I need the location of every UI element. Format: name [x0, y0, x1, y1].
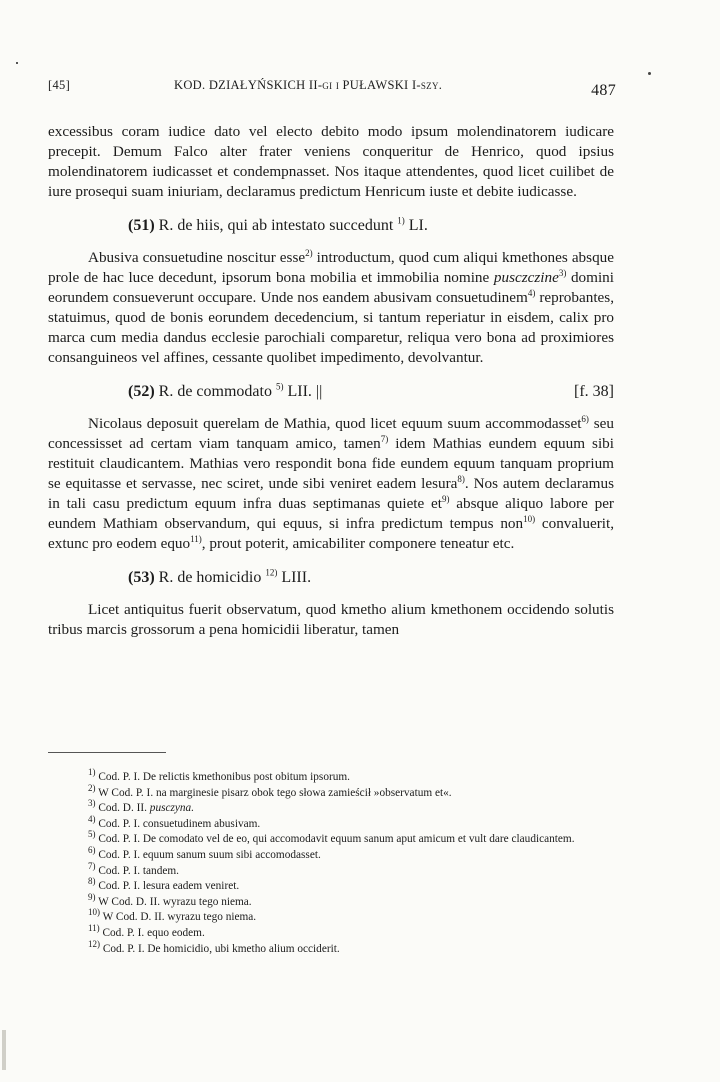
- footnote: [48, 829, 606, 848]
- footnote-ref: 3): [558, 267, 567, 278]
- footnote-ref: 12): [265, 567, 278, 578]
- footnote-mark: 1): [88, 767, 96, 778]
- footnote: [48, 907, 606, 926]
- footnote: [48, 767, 606, 786]
- text-run: Licet antiquitus fuerit observatum, quod kmetho alium kmethonem occidendo solutis tribus marcis grossorum a pena homicidii liberatur, tamen: [48, 601, 614, 638]
- section-paragraph: [48, 600, 614, 640]
- footnote-mark: 5): [88, 829, 96, 840]
- footnote: [48, 798, 606, 817]
- footnote-rule: [48, 752, 166, 753]
- main-text: [48, 122, 614, 640]
- footnote-mark: 8): [88, 876, 96, 887]
- italic-term: pusczczine: [493, 269, 559, 286]
- header-section-number: [45]: [48, 78, 71, 92]
- section-roman: LI.: [404, 217, 428, 234]
- footnote-mark: 6): [88, 845, 96, 856]
- section-number: (52): [128, 383, 159, 400]
- section-paragraph: [48, 248, 614, 368]
- footnote-ref: 4): [527, 287, 536, 298]
- footnote-mark: 10): [88, 907, 100, 918]
- footnote-mark: 2): [88, 782, 96, 793]
- footnote-mark: 7): [88, 860, 96, 871]
- text-run: introductum, quod cum aliqui kmethones absque prole de hac luce decedunt, ipsorum bona mobilia et immobilia nomine: [48, 249, 614, 286]
- footnote-text: W Cod. P. I. na marginesie pisarz obok tego słowa zamieścił »observatum et«.: [95, 786, 452, 799]
- footnote-text: W Cod. D. II. wyrazu tego niema.: [95, 895, 252, 908]
- footnote-text: Cod. P. I. tandem.: [95, 864, 179, 877]
- section-paragraph: [48, 414, 614, 554]
- footnote: [48, 845, 606, 864]
- footnote-text: Cod. P. I. De comodato vel de eo, qui accomodavit equum sanum aput amicum et vult dare claudicantem.: [95, 833, 575, 846]
- text-run: absque aliquo labore per eundem Mathiam observandum, qui equus, si infra predictum tempus non: [48, 495, 614, 532]
- section-roman: LII. ||: [283, 383, 323, 400]
- footnote-mark: 11): [88, 923, 100, 934]
- footnote-ref: 5): [275, 381, 284, 392]
- footnote-text: Cod. D. II.: [95, 802, 147, 815]
- footnote-text: Cod. P. I. consuetudinem abusivam.: [95, 817, 261, 830]
- running-header: [48, 78, 616, 100]
- footnote-text: W Cod. D. II. wyrazu tego niema.: [100, 911, 257, 924]
- footnote-mark: 3): [88, 798, 96, 809]
- section-number: (51): [128, 217, 159, 234]
- footnote: [48, 860, 606, 880]
- footnote-ref: 2): [305, 247, 313, 258]
- binding-edge: [2, 1030, 6, 1070]
- text-run: Nicolaus deposuit querelam de Mathia, quod licet equum suum accommodasset: [88, 415, 582, 432]
- footnote-mark: 12): [88, 938, 100, 949]
- footnote: [48, 814, 606, 833]
- footnote-italic: pusczyna.: [146, 802, 195, 815]
- footnote-ref: 7): [380, 433, 389, 444]
- footnote: [48, 923, 606, 942]
- footnote: [48, 938, 606, 958]
- section-title: R. de homicidio: [158, 569, 266, 586]
- text-run: Abusiva consuetudine noscitur esse: [88, 249, 306, 266]
- margin-speck: [16, 62, 18, 64]
- footnote-text: Cod. P. I. De relictis kmethonibus post obitum ipsorum.: [95, 771, 350, 783]
- footnote-ref: 6): [581, 413, 589, 424]
- sections-container: [48, 216, 614, 640]
- section-heading: [48, 216, 614, 238]
- text-run: idem Mathias eundem equum sibi restituit claudicantem. Mathias vero respondit bona fide eundem equum tanquam proprium se equitasse et servasse, nec sciret, unde sibi veniret eadem lesura: [48, 435, 614, 492]
- text-run: , prout poterit, amicabiliter componere teneatur etc.: [201, 535, 515, 552]
- margin-dot: [648, 72, 651, 75]
- footnote-ref: 8): [457, 473, 465, 484]
- footnote-ref: 10): [523, 513, 536, 524]
- section-roman: LIII.: [277, 569, 312, 586]
- footnote-text: Cod. P. I. lesura eadem veniret.: [95, 880, 240, 893]
- text-run: seu concessisset ad certam viam tanquam amico, tamen: [48, 415, 614, 452]
- section-title: R. de hiis, qui ab intestato succedunt: [158, 217, 398, 234]
- footnote-ref: 9): [441, 493, 450, 504]
- header-title: KOD. DZIAŁYŃSKICH II-gi i PUŁAWSKI I-szy.: [174, 78, 443, 92]
- footnote-text: Cod. P. I. De homicidio, ubi kmetho alium occiderit.: [100, 942, 340, 955]
- section-heading: [48, 568, 614, 590]
- section-heading: [48, 382, 614, 404]
- section-number: (53): [128, 569, 159, 586]
- folio-marker: [f. 38]: [574, 383, 614, 400]
- section-title: R. de commodato: [158, 383, 276, 400]
- footnote: [48, 876, 606, 895]
- text-run: convaluerit, extunc pro eodem equo: [48, 515, 614, 552]
- footnote-mark: 9): [88, 891, 96, 902]
- text-run: . Nos autem declaramus in tali casu predictum equum infra duas septimanas quiete et: [48, 475, 614, 512]
- footnote: [48, 782, 606, 802]
- text-run: domini eorundem consueverunt occupare. Unde nos eandem abusivam consuetudinem: [48, 269, 614, 306]
- footnote-ref: 1): [397, 215, 405, 226]
- footnote: [48, 891, 606, 911]
- footnote-ref: 11): [190, 533, 202, 544]
- page-number: 487: [591, 82, 616, 99]
- text-run: reprobantes, statuimus, quod de bonis eorundem decedencium, si tantum reperiatur in eisdem, calix pro marca cum media dandus ecclesie parochiali comparetur, reliqua vero bona ad proximiores consanguineos vel affines, cessante quolibet impedimento, devolvantur.: [48, 289, 614, 366]
- footnote-text: Cod. P. I. equum sanum suum sibi accomodasset.: [95, 848, 321, 861]
- intro-paragraph: excessibus coram iudice dato vel electo debito modo ipsum molendinatorem iudicare precepit. Demum Falco alter frater veniens conqueritur de Henrico, quod ipsius molendinatorem iudicasset et condempnasset. Nos itaque attendentes, quod licet cuilibet de iure prosequi suam iniuriam, declaramus predictum Henricum iuste et debite iudicasse.: [48, 123, 614, 200]
- footnotes: [48, 767, 606, 957]
- footnote-text: Cod. P. I. equo eodem.: [99, 926, 205, 939]
- footnote-mark: 4): [88, 814, 96, 825]
